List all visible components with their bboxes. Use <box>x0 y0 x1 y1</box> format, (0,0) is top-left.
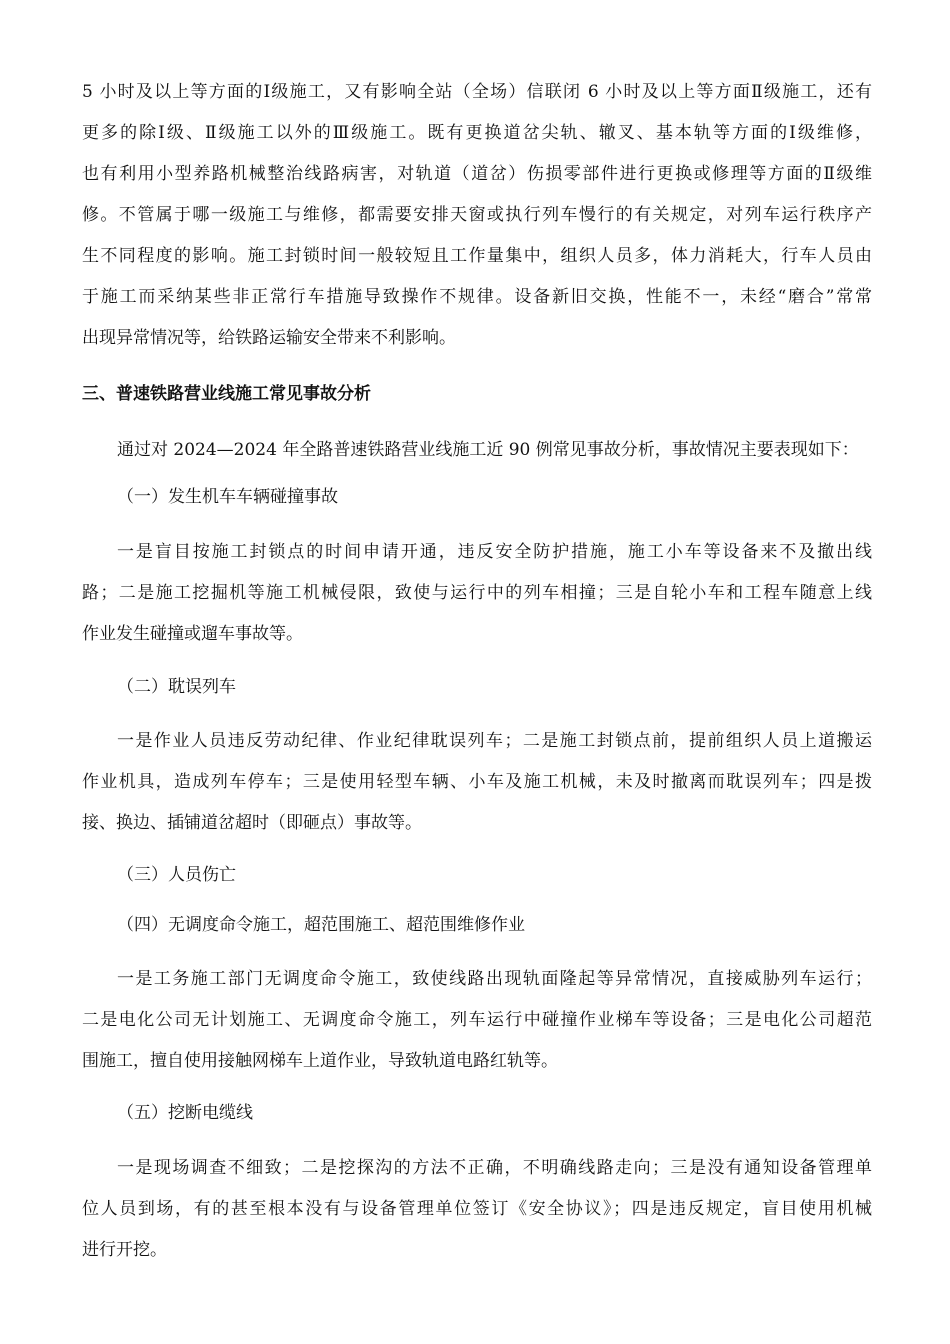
subsection-title: （五）挖断电缆线 <box>117 1103 253 1123</box>
paragraph-line: 更多的除Ⅰ级、Ⅱ级施工以外的Ⅲ级施工。既有更换道岔尖轨、辙叉、基本轨等方面的Ⅰ级维修， <box>82 123 872 143</box>
paragraph-line: 生不同程度的影响。施工封锁时间一般较短且工作量集中，组织人员多，体力消耗大，行车人员由 <box>82 246 872 266</box>
paragraph-line: 路；二是施工挖掘机等施工机械侵限，致使与运行中的列车相撞；三是自轮小车和工程车随意上线 <box>82 583 872 603</box>
paragraph-line: 出现异常情况等，给铁路运输安全带来不利影响。 <box>82 328 456 348</box>
paragraph-line: 位人员到场，有的甚至根本没有与设备管理单位签订《安全协议》；四是违反规定，盲目使用机械 <box>82 1199 872 1219</box>
paragraph-line: 一是盲目按施工封锁点的时间申请开通，违反安全防护措施，施工小车等设备来不及撤出线 <box>117 542 872 562</box>
paragraph-line: 5 小时及以上等方面的Ⅰ级施工，又有影响全站（全场）信联闭 6 小时及以上等方面Ⅱ级施工，还有 <box>82 82 872 102</box>
section-heading: 三、普速铁路营业线施工常见事故分析 <box>82 384 371 404</box>
paragraph-line: 于施工而采纳某些非正常行车措施导致操作不规律。设备新旧交换，性能不一，未经“磨合”常常 <box>82 287 872 307</box>
section-intro: 通过对 2024—2024 年全路普速铁路营业线施工近 90 例常见事故分析，事故情况主要表现如下： <box>117 440 859 460</box>
paragraph-line: 作业发生碰撞或遛车事故等。 <box>82 624 303 644</box>
paragraph-line: 一是作业人员违反劳动纪律、作业纪律耽误列车；二是施工封锁点前，提前组织人员上道搬运 <box>117 731 872 751</box>
subsection-title: （四）无调度命令施工，超范围施工、超范围维修作业 <box>117 915 525 935</box>
paragraph-line: 一是工务施工部门无调度命令施工，致使线路出现轨面隆起等异常情况，直接威胁列车运行； <box>117 969 872 989</box>
paragraph-line: 接、换边、插铺道岔超时（即砸点）事故等。 <box>82 813 422 833</box>
paragraph-line: 修。不管属于哪一级施工与维修，都需要安排天窗或执行列车慢行的有关规定，对列车运行秩序产 <box>82 205 872 225</box>
paragraph-line: 一是现场调查不细致；二是挖探沟的方法不正确，不明确线路走向；三是没有通知设备管理单 <box>117 1158 872 1178</box>
paragraph-line: 进行开挖。 <box>82 1240 167 1260</box>
subsection-title: （三）人员伤亡 <box>117 865 236 885</box>
subsection-title: （二）耽误列车 <box>117 677 236 697</box>
paragraph-line: 作业机具，造成列车停车；三是使用轻型车辆、小车及施工机械，未及时撤离而耽误列车；四是拨 <box>82 772 872 792</box>
paragraph-line: 围施工，擅自使用接触网梯车上道作业，导致轨道电路红轨等。 <box>82 1051 558 1071</box>
paragraph-line: 也有利用小型养路机械整治线路病害，对轨道（道岔）伤损零部件进行更换或修理等方面的Ⅱ级维 <box>82 164 872 184</box>
paragraph-line: 二是电化公司无计划施工、无调度命令施工，列车运行中碰撞作业梯车等设备；三是电化公司超范 <box>82 1010 872 1030</box>
subsection-title: （一）发生机车车辆碰撞事故 <box>117 487 338 507</box>
